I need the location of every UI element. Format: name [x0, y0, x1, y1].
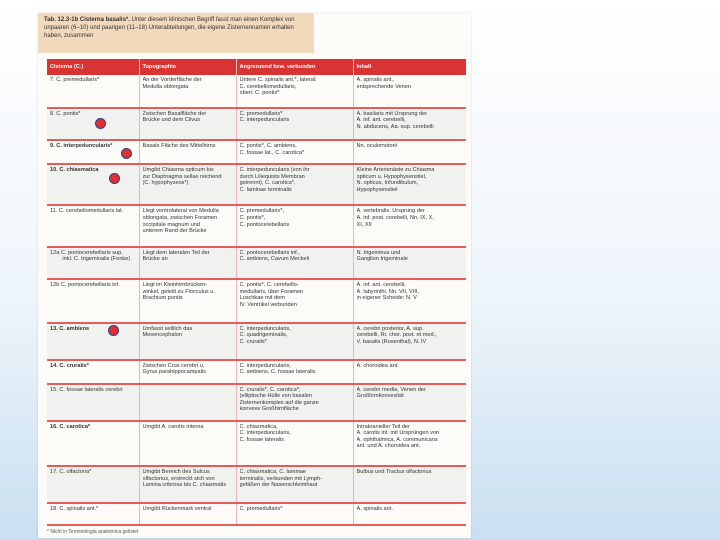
cell-angrenzend [236, 75, 353, 108]
cell-topographie-line: Zwischen Crus cerebri u. [142, 362, 205, 369]
caption-text: Unter diesem klinischen Begriff fasst man einen Komplex von unpaaren (6–10) und paarigen (11–18) Unterabteilungen, die eigene Zisternennamen erhalten haben, zusammen [44, 17, 295, 39]
cell-topographie [139, 205, 236, 246]
cisterna-name: 10. C. chiasmatica [50, 167, 99, 174]
cell-inhalt-line: A. inf. post. cerebelli, Nn. IX, X, [356, 214, 434, 221]
cell-angrenzend-line: C. fossae lat., C. carotica* [239, 149, 305, 156]
cell-inhalt-line: XI, XII [356, 221, 372, 228]
table-row [47, 75, 466, 108]
cell-angrenzend [236, 323, 353, 360]
table-row [47, 384, 466, 421]
cell-topographie-line: Umgibt Rückenmark ventral [142, 506, 212, 513]
cell-angrenzend [236, 421, 353, 467]
cell-angrenzend [236, 140, 353, 164]
table-row [47, 466, 466, 503]
cell-angrenzend-line: C. pontis*, C. ambiens, [239, 143, 297, 150]
table-row [47, 360, 466, 384]
cell-inhalt-line: Kleine Arterienäste zu Chiasma [356, 167, 435, 174]
cell-topographie [139, 360, 236, 384]
cisterna-name: 15. C. fossae lateralis cerebri [50, 386, 123, 393]
cell-inhalt-line: Großhirnkonvexität [356, 393, 404, 400]
header-cisterna: Cisterna (C.) [47, 59, 139, 75]
cell-cisterna-name [47, 323, 139, 360]
cell-topographie-line: Brücke an [142, 256, 168, 263]
cell-inhalt-line: opticum u. Hypophysenstiel, [356, 173, 427, 180]
header-topographie: Topographie [139, 59, 236, 75]
cell-inhalt-line: N. abducens, Aa. sup. cerebelli [356, 123, 434, 130]
cell-angrenzend-line: oben: C. pontis* [239, 90, 280, 97]
cell-angrenzend-line: C. chiasmatica, [239, 423, 278, 430]
cell-angrenzend-line: terminalis, verbunden mit Lymph- [239, 475, 322, 482]
cell-inhalt [353, 164, 466, 205]
cell-angrenzend-line: C. premedullaris* [239, 506, 283, 513]
cell-topographie-line: Basale Fläche des Mittelhirns [142, 143, 216, 150]
cell-angrenzend-line: C. interpeduncularis [239, 117, 290, 124]
cisterna-name: 11. C. cerebellomedullaris lat. [50, 208, 124, 215]
caption-label: Tab. 12.3-1b [44, 17, 79, 23]
cell-inhalt-line: A. spinalis ant., [356, 77, 395, 83]
table-header-row [47, 59, 466, 75]
cell-topographie-line: Liegt im Kleinhirnbrücken- [142, 282, 208, 289]
cell-angrenzend-line: C. pontocerebellaris [239, 221, 290, 228]
cell-angrenzend-line: C. pontis*, C. cerebello- [239, 282, 299, 289]
cell-inhalt-line: N. opticus, Infundibulum, [356, 180, 419, 187]
cell-inhalt-line: V. basalis (Rosenthal), N. IV [356, 338, 427, 345]
cell-inhalt-line: A. carotis int. mit Ursprüngen von [356, 430, 440, 437]
cell-angrenzend-line: C. premedullaris* [239, 110, 283, 117]
cell-topographie [139, 164, 236, 205]
cell-topographie-line: Liegt dem lateralen Teil der [142, 249, 210, 256]
cell-angrenzend-line: C. laminae terminalis [239, 186, 292, 193]
cell-angrenzend-line: C. ambiens, Cavum Meckeli [239, 256, 310, 263]
cell-inhalt-line: A. ophthalmica, A. communicans [356, 436, 438, 443]
cell-angrenzend-line: Zisternenkomplex auf die ganze [239, 399, 319, 406]
cell-topographie-line: Lamina cribrosa bis C. chiasmatis [142, 482, 227, 489]
cell-angrenzend [236, 205, 353, 246]
cell-angrenzend-line: C. chiasmatica, C. laminae [239, 469, 307, 476]
marker-dot [108, 325, 119, 336]
cell-angrenzend-line: C. cerebellomedullaris, [239, 83, 297, 90]
cell-topographie-line: (C. hypophyseos*) [142, 180, 189, 187]
cell-inhalt [353, 140, 466, 164]
cell-topographie [139, 466, 236, 503]
cell-angrenzend-line: C. cruralis*, C. carotica*; [239, 386, 301, 393]
cisterna-name: 16. C. carotica* [50, 423, 91, 430]
cell-angrenzend-line: (elliptische Hülle von basalen [239, 393, 312, 400]
cell-angrenzend [236, 164, 353, 205]
cell-angrenzend-line: C. quadrigeminalis, [239, 332, 288, 339]
header-angrenzend: Angrenzend bzw. verbunden [236, 59, 353, 75]
cell-inhalt [353, 466, 466, 503]
table-row [47, 164, 466, 205]
cell-topographie-line: occipitale magnum und [142, 221, 201, 228]
cell-topographie [139, 75, 236, 108]
cisterna-name: 17. C. olfactoria* [50, 469, 92, 476]
cell-inhalt-line: A. vertebralis, Ursprung der [356, 208, 425, 215]
cell-topographie [139, 323, 236, 360]
cell-topographie-line: zur Diaphragma sellae reichend [142, 173, 222, 180]
cell-topographie-line: unterem Rand der Brücke [142, 228, 207, 235]
cell-inhalt [353, 205, 466, 246]
cell-angrenzend-line: konvexe Großhirnfläche [239, 406, 299, 413]
cell-cisterna-name [47, 384, 139, 421]
cell-inhalt-line: A. basilaris mit Ursprung der [356, 110, 428, 117]
cell-topographie-line: olfactorius, erstreckt sich von [142, 475, 215, 482]
header-inhalt: Inhalt [353, 59, 466, 75]
cell-inhalt-line: A. inf. ant. cerebelli, [356, 117, 406, 124]
cell-angrenzend [236, 466, 353, 503]
marker-dot [109, 173, 120, 184]
cell-inhalt-line: Ganglion trigeminale [356, 256, 408, 263]
footnote: * Nicht in Terminologia anatomica gelistet [47, 529, 139, 535]
cell-angrenzend [236, 503, 353, 525]
table-body [47, 75, 466, 525]
cell-inhalt [353, 279, 466, 322]
cell-angrenzend-line: C. pontocerebellaris inf., [239, 249, 300, 256]
cell-inhalt-line: A. inf. ant. cerebelli, [356, 282, 406, 289]
cell-topographie-line: Gyrus parahippocampalis [142, 369, 206, 376]
cell-inhalt-line: A. cerebri posterior, A. sup. [356, 325, 424, 332]
cell-topographie-line: Umfasst seitlich das [142, 325, 193, 332]
cell-topographie-line: Umgibt Bereich des Sulcus [142, 469, 210, 476]
textbook-page [38, 13, 471, 538]
cell-inhalt-line: entsprechende Venen [356, 83, 411, 90]
cell-angrenzend-line: gefäßen der Nasenschleimhaut [239, 482, 318, 489]
caption-title: Cisterna basalis*. [79, 17, 130, 23]
cell-inhalt [353, 421, 466, 467]
cell-inhalt-line: A. spinalis ant. [356, 506, 393, 513]
cell-inhalt-line: Bulbus und Tractus olfactorius [356, 469, 432, 476]
cisterna-name: 12b C. pontocerebellaris inf. [50, 282, 120, 289]
cell-angrenzend-line: C. ambiens, C. fossae lateralis [239, 369, 316, 376]
cell-cisterna-name [47, 164, 139, 205]
cell-angrenzend-line: C. interpeduncularis, [239, 430, 291, 437]
cell-inhalt-line: Intrakranieller Teil der [356, 423, 410, 430]
cell-angrenzend-line: C. pontis*, [239, 214, 266, 221]
cisterna-name: 8. C. pontis* [50, 110, 81, 117]
cell-angrenzend-line: C. fossae lateralis [239, 436, 284, 443]
marker-dot [95, 118, 106, 129]
cell-topographie-line: Brachium pontis [142, 295, 183, 302]
cisterna-name: 12a C. pontocerebellaris sup. [50, 249, 123, 256]
cell-topographie [139, 247, 236, 280]
cell-cisterna-name [47, 247, 139, 280]
cell-topographie [139, 503, 236, 525]
cell-inhalt [353, 503, 466, 525]
cell-topographie [139, 279, 236, 322]
cell-angrenzend [236, 360, 353, 384]
cell-inhalt-line: cerebelli, Rr. chor. post. et med., [356, 332, 437, 339]
table-row [47, 421, 466, 467]
cisterna-name: 14. C. cruralis* [50, 362, 89, 369]
marker-dot [121, 148, 132, 159]
cell-angrenzend-line: IV. Ventrikel verbunden [239, 302, 297, 309]
cisterna-name: 13. C. ambiens [50, 325, 90, 332]
cell-angrenzend-line: Untere C. spinalis ant.*, lateral: [239, 77, 317, 83]
cell-inhalt [353, 75, 466, 108]
cell-angrenzend-line: durch Liliequists Membran [239, 173, 305, 180]
cell-inhalt [353, 384, 466, 421]
cell-angrenzend-line: C. premedullaris*, [239, 208, 284, 215]
cell-angrenzend-line: medullaris, über Foramen [239, 288, 304, 295]
cell-inhalt-line: A. labyrinthi, Nn. VII, VIII, [356, 288, 419, 295]
cell-topographie-line: Mesencephalon [142, 332, 182, 339]
cell-topographie [139, 108, 236, 141]
cisterna-name: 18. C. spinalis ant.* [50, 506, 99, 513]
cell-angrenzend-line: C. interpeduncularis (von ihr [239, 167, 310, 174]
cell-topographie [139, 140, 236, 164]
cisterna-table [47, 59, 466, 526]
table-row [47, 279, 466, 322]
cell-cisterna-name [47, 205, 139, 246]
cell-angrenzend [236, 279, 353, 322]
cell-cisterna-name [47, 75, 139, 108]
cell-cisterna-name [47, 279, 139, 322]
cell-inhalt-line: N. trigeminus und [356, 249, 401, 256]
cell-inhalt-line: Hypophysenstiel [356, 186, 398, 193]
cell-topographie-line: Liegt ventrolateral von Medulla [142, 208, 219, 215]
cell-inhalt [353, 108, 466, 141]
cisterna-name-sub: inkl. C. trigeminalis (Fenke) [50, 256, 131, 263]
cell-angrenzend [236, 108, 353, 141]
cell-topographie-line: Medulla oblongata [142, 83, 189, 90]
table-row [47, 108, 466, 141]
cell-inhalt-line: Nn. oculomotorii [356, 143, 397, 150]
cell-inhalt-line: A. choroidea ant. [356, 362, 399, 369]
cell-topographie-line: Zwischen Basalfläche der [142, 110, 207, 117]
cell-topographie-line: Umgibt A. carotis interna [142, 423, 204, 430]
cisterna-name: 9. C. interpeduncularis* [50, 143, 113, 150]
table-row [47, 140, 466, 164]
cell-inhalt [353, 247, 466, 280]
table-row [47, 247, 466, 280]
cell-angrenzend [236, 384, 353, 421]
cell-angrenzend-line: getrennt), C. carotica*, [239, 180, 296, 187]
cell-topographie [139, 421, 236, 467]
cell-inhalt-line: A. cerebri media, Venen der [356, 386, 426, 393]
cell-inhalt [353, 323, 466, 360]
cell-angrenzend [236, 247, 353, 280]
cell-cisterna-name [47, 503, 139, 525]
cisterna-name: 7. C. premedullaris* [50, 77, 100, 83]
cell-cisterna-name [47, 466, 139, 503]
cell-cisterna-name [47, 360, 139, 384]
cell-cisterna-name [47, 421, 139, 467]
cell-inhalt-line: in eigener Scheide: N. V [356, 295, 417, 302]
cell-angrenzend-line: C. interpeduncularis, [239, 362, 291, 369]
cell-topographie-line: An der Vorderfläche der [142, 77, 202, 83]
cell-angrenzend-line: C. cruralis* [239, 338, 267, 345]
table-row [47, 503, 466, 525]
cell-inhalt-line: ant. und A. choroidea ant. [356, 443, 421, 450]
cell-topographie-line: winkel, geteilt zu Flocculus u. [142, 288, 215, 295]
cell-topographie [139, 384, 236, 421]
cell-topographie-line: Umgibt Chiasma opticum bis [142, 167, 214, 174]
cell-topographie-line: oblongata, zwischen Foramen [142, 214, 218, 221]
cell-angrenzend-line: Luschkae mit dem [239, 295, 285, 302]
cell-cisterna-name [47, 108, 139, 141]
cell-inhalt [353, 360, 466, 384]
cell-angrenzend-line: C. interpeduncularis, [239, 325, 291, 332]
cell-topographie-line: Brücke und dem Clivus [142, 117, 201, 124]
table-caption [38, 13, 314, 53]
table-row [47, 205, 466, 246]
